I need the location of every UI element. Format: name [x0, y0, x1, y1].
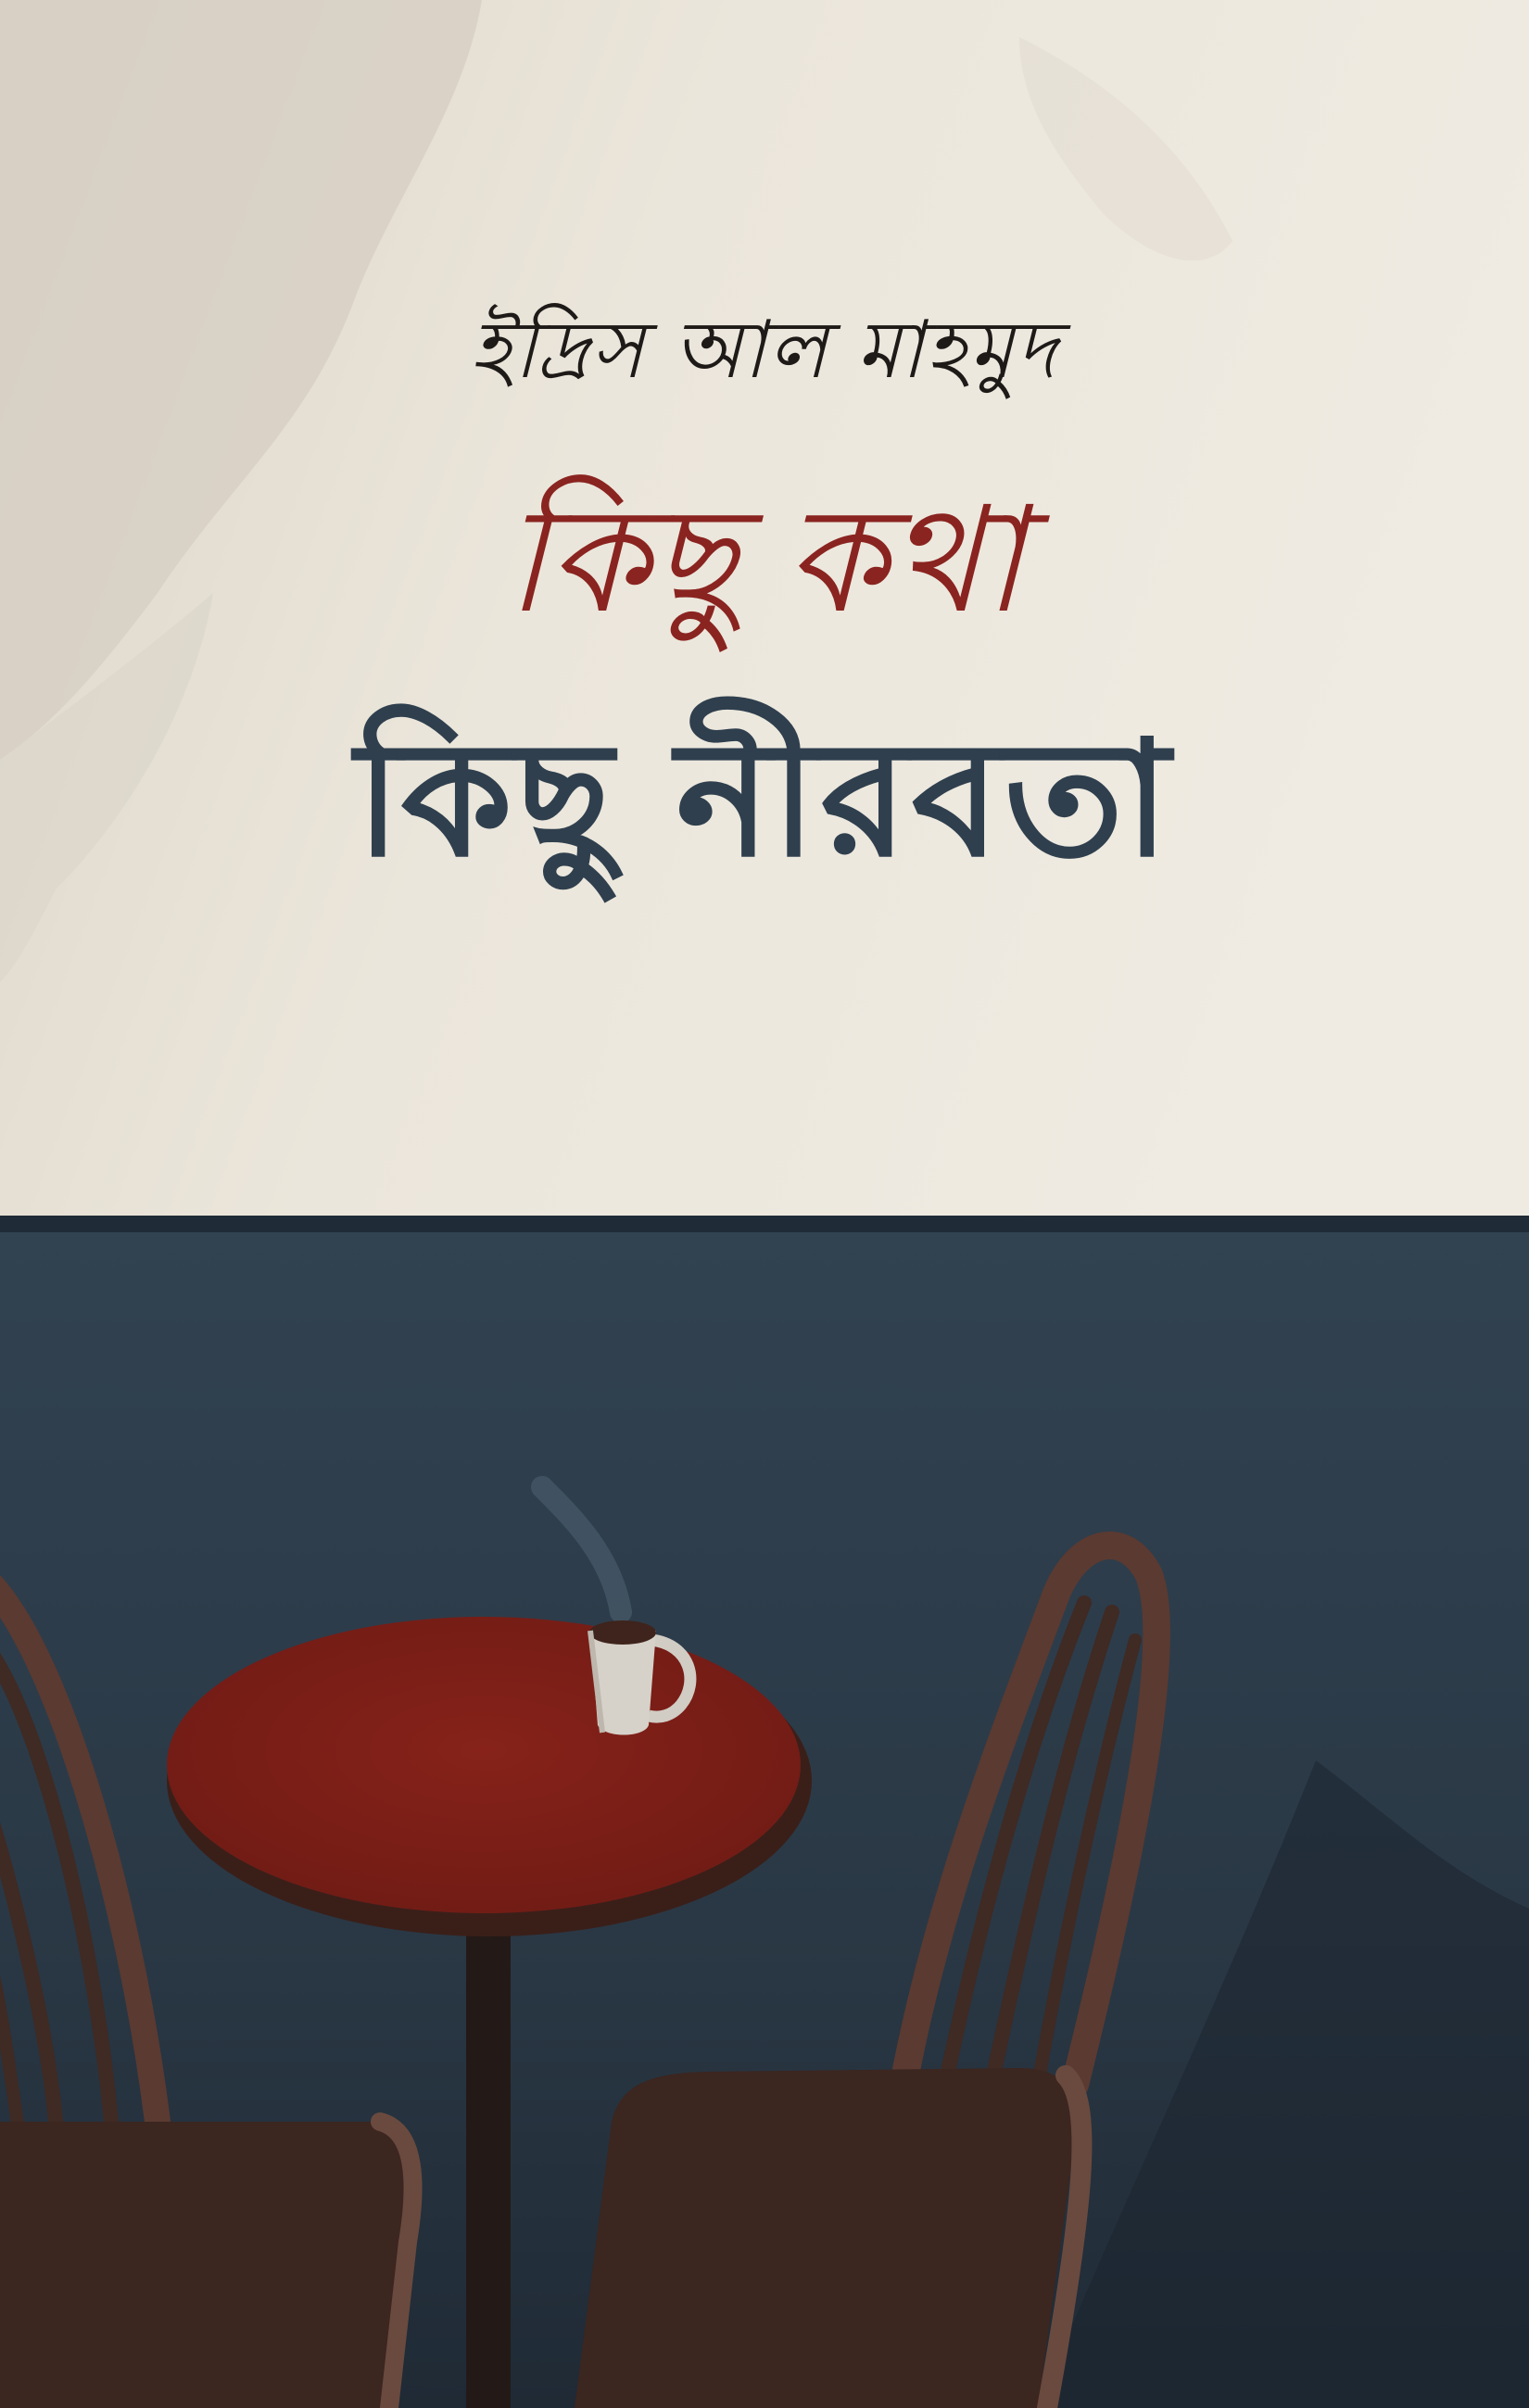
author-name: ইদ্রিস আল মাহমুদ [470, 304, 1059, 397]
table-leg [466, 1909, 511, 2408]
title-line-2: কিছু নীরবতা [355, 706, 1174, 892]
table-top [167, 1617, 801, 1913]
wall-divider [0, 1216, 1529, 1232]
title-line-1: কিছু কথা [504, 475, 1025, 646]
